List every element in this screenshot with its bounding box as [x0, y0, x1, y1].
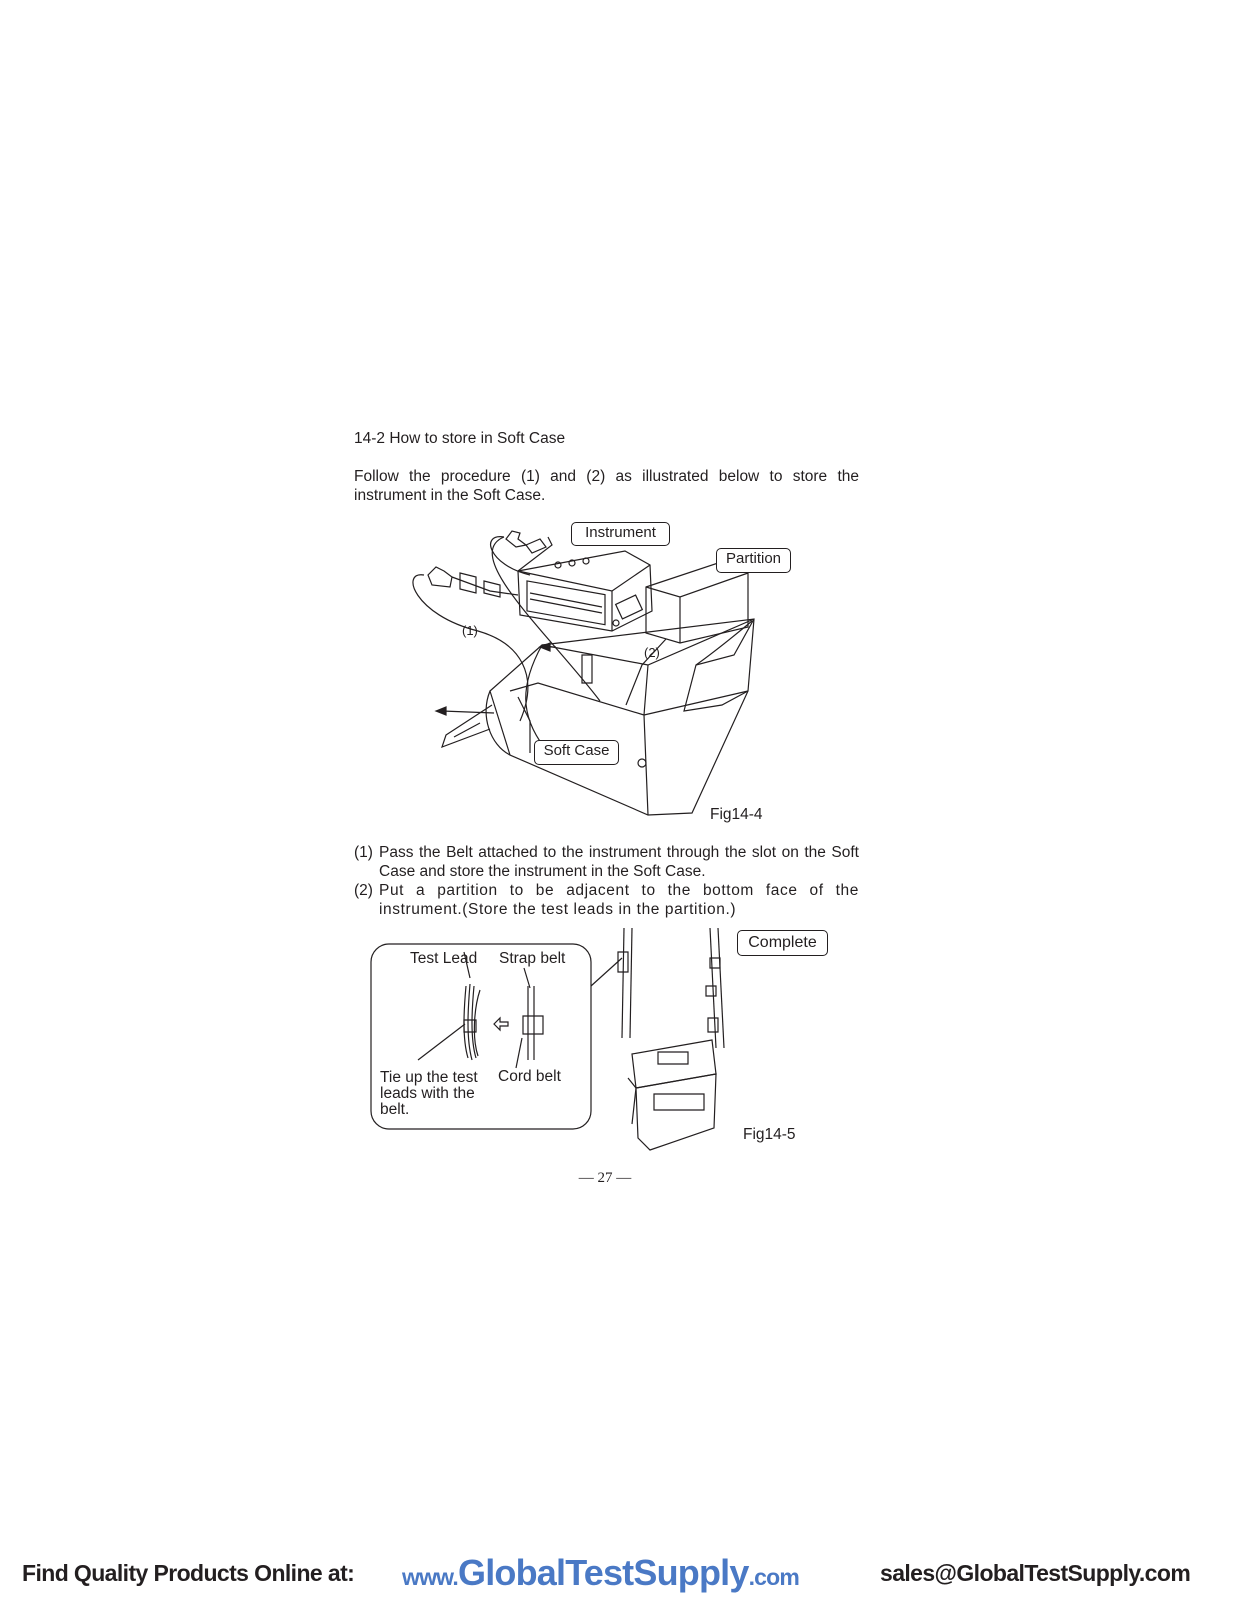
- label-soft-case: Soft Case: [534, 740, 619, 765]
- label-test-lead: Test Lead: [410, 950, 478, 967]
- step-marker-1: (1): [462, 623, 478, 638]
- steps-list: [354, 843, 859, 919]
- step-text: Put a partition to be adjacent to the bottom face of the instrument.(Store the test leads in the partition.): [379, 882, 859, 918]
- url-prefix: www.: [402, 1564, 459, 1590]
- footer-find-text: Find Quality Products Online at:: [22, 1560, 355, 1586]
- label-partition: Partition: [716, 548, 791, 573]
- fig14-5-caption: Fig14-5: [743, 1126, 796, 1143]
- step-marker-2: (2): [644, 645, 660, 660]
- url-main: GlobalTestSupply: [458, 1552, 749, 1593]
- footer-email-link[interactable]: sales@GlobalTestSupply.com: [880, 1560, 1191, 1586]
- label-instrument: Instrument: [571, 522, 670, 546]
- step-item: [354, 843, 859, 881]
- step-item: [354, 881, 859, 919]
- section-title: 14-2 How to store in Soft Case: [354, 430, 566, 447]
- step-number: (2): [354, 882, 373, 899]
- step-text: Pass the Belt attached to the instrument through the slot on the Soft Case and store the instrument in the Soft Case.: [379, 844, 859, 880]
- url-suffix: .com: [748, 1564, 800, 1590]
- label-cord-belt: Cord belt: [498, 1068, 561, 1085]
- label-tie-up: Tie up the test leads with the belt.: [380, 1069, 478, 1118]
- figure-14-4: [380, 515, 840, 825]
- page-number: — 27 —: [578, 1170, 632, 1186]
- step-number: (1): [354, 844, 373, 861]
- intro-paragraph: Follow the procedure (1) and (2) as illustrated below to store the instrument in the Soft Case.: [354, 468, 859, 504]
- fig14-4-caption: Fig14-4: [710, 806, 763, 823]
- label-strap-belt: Strap belt: [499, 950, 566, 967]
- figure-14-5: [370, 928, 840, 1153]
- footer-website-link[interactable]: [402, 1552, 799, 1594]
- label-complete: Complete: [737, 930, 828, 956]
